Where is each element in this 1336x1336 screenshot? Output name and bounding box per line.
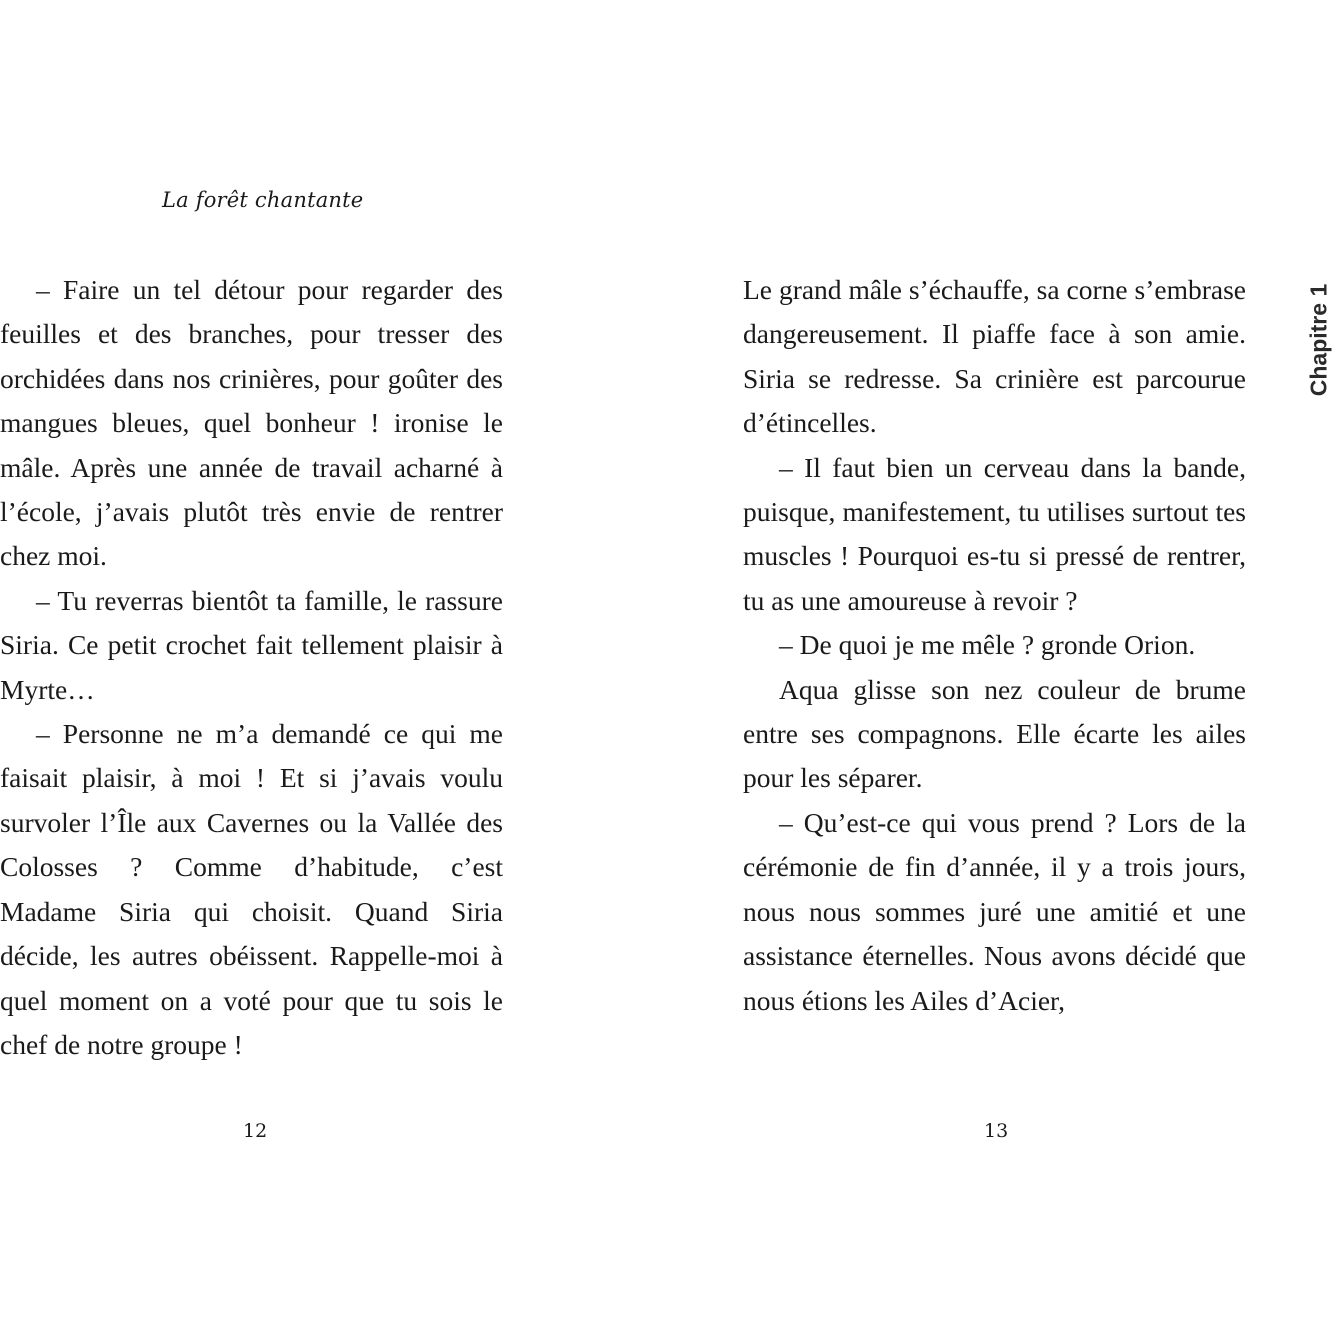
paragraph: – Faire un tel détour pour regarder des feuilles et des branches, pour tresser des orchidées dans nos crinières, pour goûter des mangues bleues, quel bonheur ! ironise le mâle. Après une année de travail acharné à l’école, j’avais plutôt très envie de rentrer chez moi. [0, 274, 503, 572]
chapter-label: Chapitre 1 [1305, 283, 1332, 397]
paragraph: – Qu’est-ce qui vous prend ? Lors de la cérémonie de fin d’année, il y a trois jours, nous nous sommes juré une amitié et une assistance éternelles. Nous avons décidé que nous étions les Ailes d’Acier, [743, 806, 1246, 1016]
paragraph: Aqua glisse son nez couleur de brume entre ses compagnons. Elle écarte les ailes pour les séparer. [743, 673, 1246, 794]
page-number: 13 [984, 1120, 1009, 1142]
paragraph: – De quoi je me mêle ? gronde Orion. [779, 629, 1196, 661]
left-text-block [0, 268, 503, 1067]
running-head: La forêt chantante [162, 188, 364, 212]
paragraph: – Personne ne m’a demandé ce qui me faisait plaisir, à moi ! Et si j’avais voulu survoler l’Île aux Cavernes ou la Vallée des Colosses ? Comme d’habitude, c’est Madame Siria qui choisit. Quand Siria décide, les autres obéissent. Rappelle-moi à quel moment on a voté pour que tu sois le chef de notre groupe ! [0, 718, 503, 1060]
right-page [668, 0, 1336, 1336]
chapter-tab [1302, 275, 1336, 405]
right-text-block [743, 268, 1246, 1023]
paragraph: Le grand mâle s’échauffe, sa corne s’embrase dangereusement. Il piaffe face à son amie. Siria se redresse. Sa crinière est parcourue d’étincelles. [743, 274, 1246, 439]
paragraph: – Tu reverras bientôt ta famille, le rassure Siria. Ce petit crochet fait tellement plaisir à Myrte… [0, 584, 503, 705]
paragraph: – Il faut bien un cerveau dans la bande, puisque, manifestement, tu utilises surtout tes muscles ! Pourquoi es-tu si pressé de rentrer, tu as une amoureuse à revoir ? [743, 451, 1246, 616]
page-number: 12 [243, 1120, 268, 1142]
